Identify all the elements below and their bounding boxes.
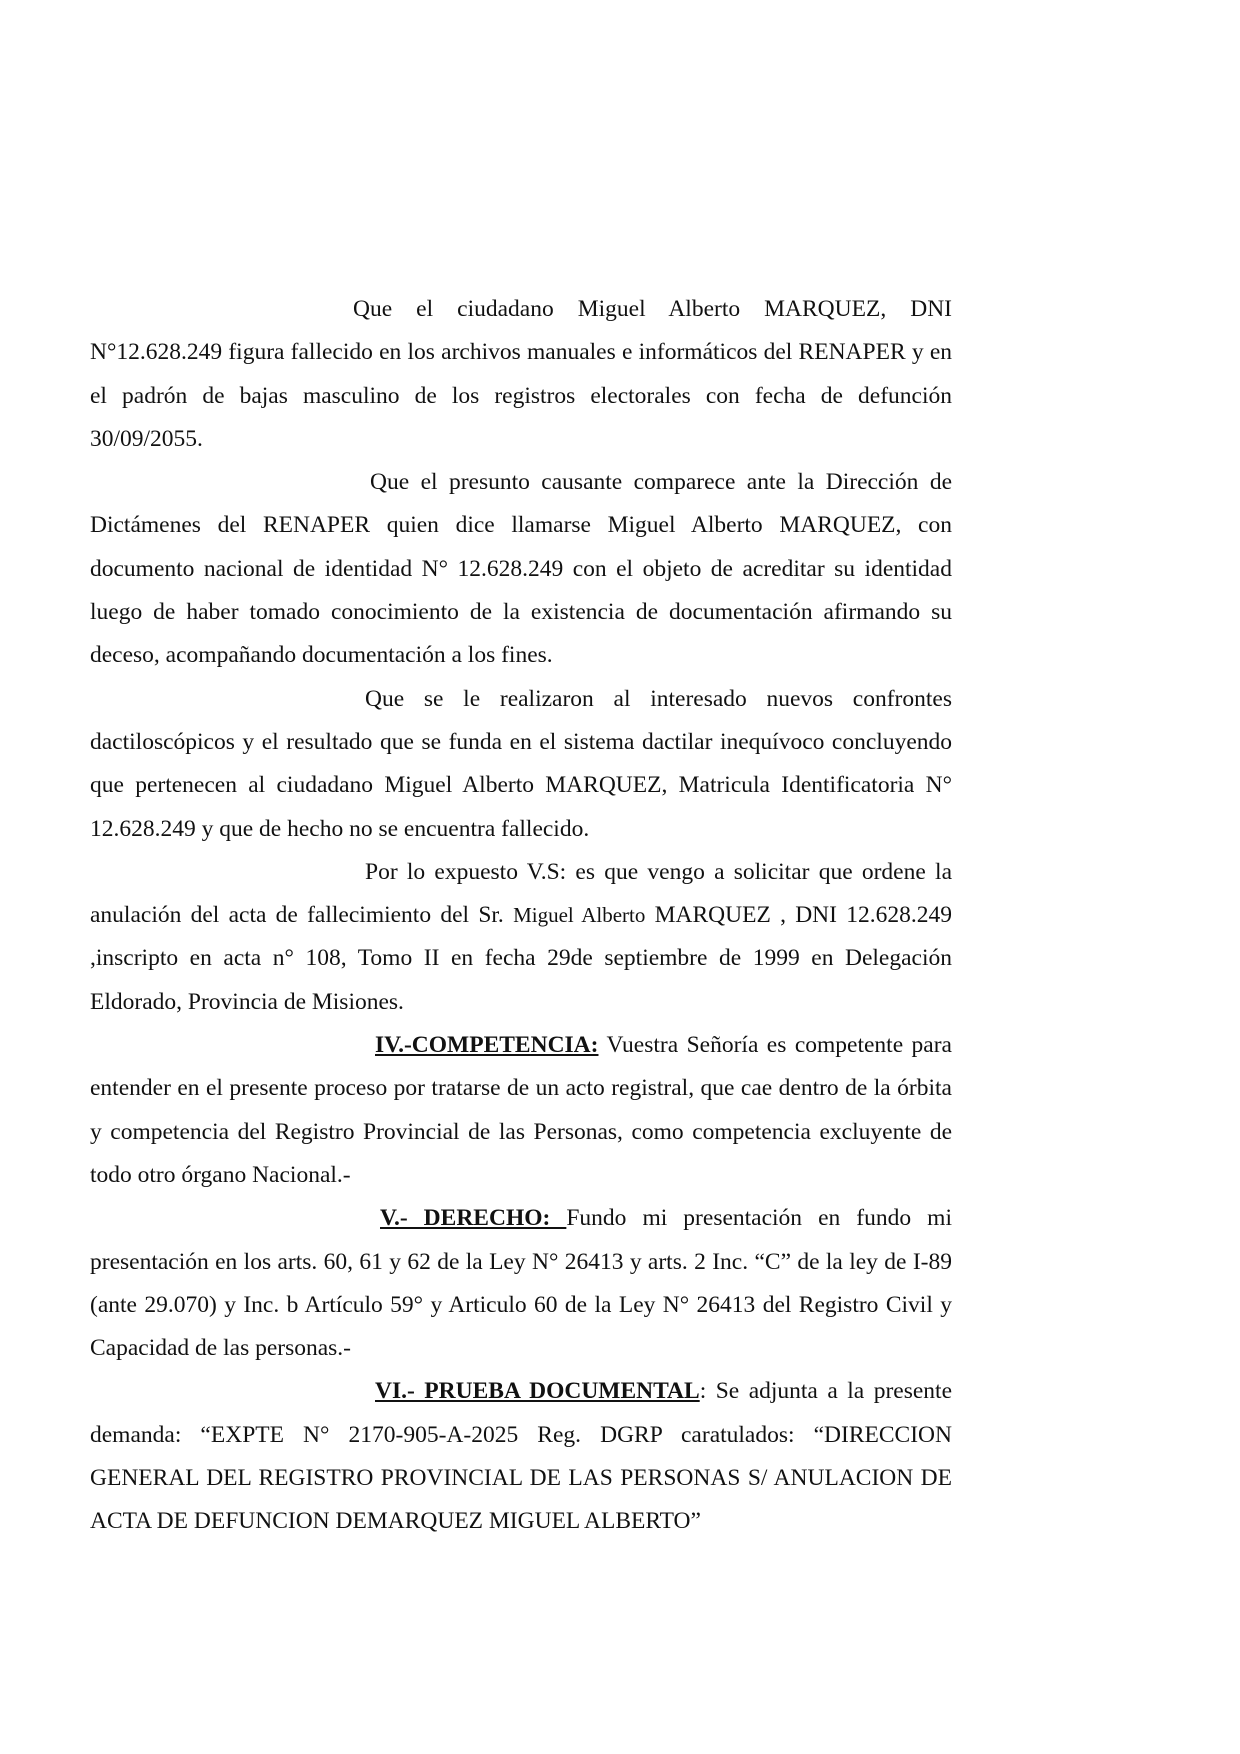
derecho-text: Fundo mi presentación en fundo mi presentación en los arts. 60, 61 y 62 de la Ley N° 26413 y arts. 2 Inc. “C” de la ley de I-89 (ante 29.070) y Inc. b Artículo 59° y Articulo 60 de la Ley N° 26413 del Registro Civil y Capacidad de las personas.- [90, 1205, 952, 1362]
section-prueba-documental [90, 1370, 952, 1543]
paragraph-comparecencia: Que el presunto causante comparece ante la Dirección de Dictámenes del RENAPER quien dice llamarse Miguel Alberto MARQUEZ, con documento nacional de identidad N° 12.628.249 con el objeto de acreditar su identidad luego de haber tomado conocimiento de la existencia de documentación afirmando su deceso, acompañando documentación a los fines. [90, 469, 952, 669]
competencia-heading: IV.-COMPETENCIA: [375, 1032, 599, 1059]
paragraph-confrontes: Que se le realizaron al interesado nuevos confrontes dactiloscópicos y el resultado que se funda en el sistema dactilar inequívoco concluyendo que pertenecen al ciudadano Miguel Alberto MARQUEZ, Matricula Identificatoria N° 12.628.249 y que de hecho no se encuentra fallecido. [90, 685, 952, 842]
paragraph-solicitud [90, 851, 952, 1024]
section-derecho [90, 1197, 952, 1370]
solicitud-text-end: MARQUEZ , DNI 12.628.249 ,inscripto en acta n° 108, Tomo II en fecha 29de septiembre de 1999 en Delegación Eldorado, Provincia de Misiones. [90, 902, 952, 1015]
paragraph-fallecimiento-registro: Que el ciudadano Miguel Alberto MARQUEZ, DNI N°12.628.249 figura fallecido en los archivos manuales e informáticos del RENAPER y en el padrón de bajas masculino de los registros electorales con fecha de defunción 30/09/2055. [90, 296, 952, 452]
solicitud-name: Miguel Alberto [513, 903, 646, 928]
prueba-heading: VI.- PRUEBA DOCUMENTAL [375, 1378, 700, 1405]
derecho-heading: V.- DERECHO: [380, 1205, 567, 1232]
prueba-text: : Se adjunta a la presente demanda: “EXPTE N° 2170-905-A-2025 Reg. DGRP caratulados: “DIRECCION GENERAL DEL REGISTRO PROVINCIAL DE LAS PERSONAS S/ ANULACION DE ACTA DE DEFUNCION DEMARQUEZ MIGUEL ALBERTO” [90, 1378, 952, 1535]
section-competencia [90, 1024, 952, 1197]
document-body [90, 288, 952, 1544]
competencia-text: Vuestra Señoría es competente para entender en el presente proceso por tratarse de un acto registral, que cae dentro de la órbita y competencia del Registro Provincial de las Personas, como competencia excluyente de todo otro órgano Nacional.- [90, 1032, 952, 1188]
solicitud-text-start: Por lo expuesto V.S: es que vengo a solicitar que ordene la anulación del acta de fallecimiento del Sr. [90, 858, 952, 929]
